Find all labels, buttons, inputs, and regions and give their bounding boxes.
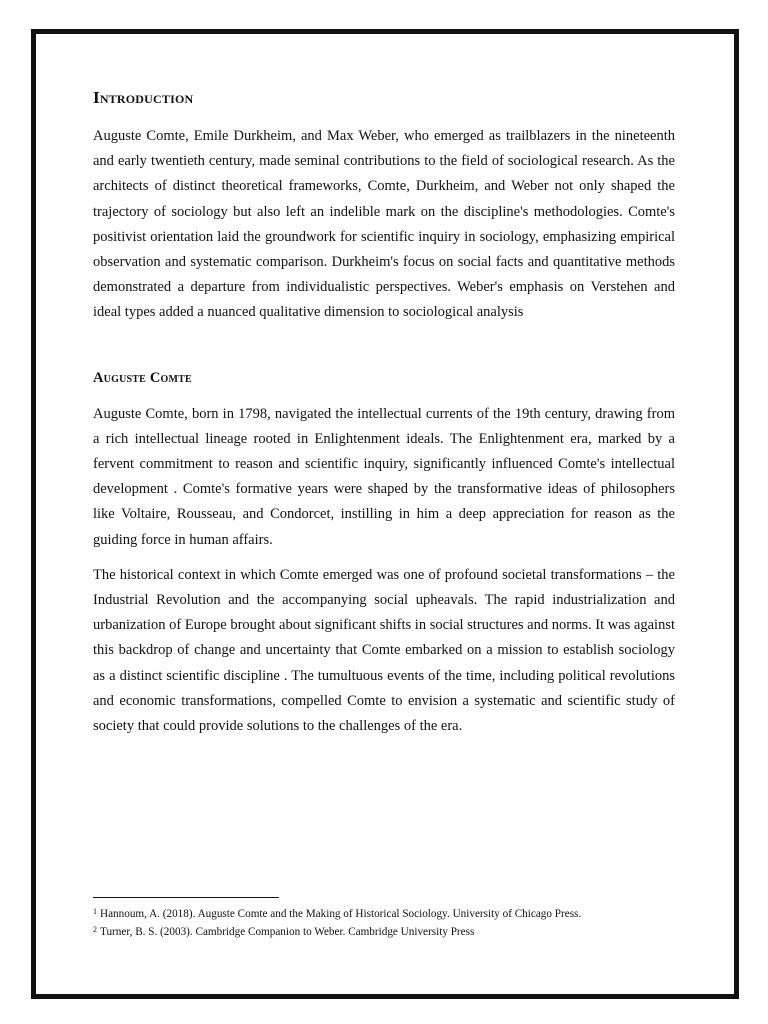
- comte-paragraph-1: Auguste Comte, born in 1798, navigated the intellectual currents of the 19th century, drawing from a rich intellectual lineage rooted in Enlightenment ideals. The Enlightenment era, marked by a fervent commitment to reason and scientific inquiry, significantly influenced Comte's intellectual development . Comte's formative years were shaped by the transformative ideas of philosophers like Voltaire, Rousseau, and Condorcet, instilling in him a deep appreciation for reason as the guiding force in human affairs.: [93, 405, 675, 548]
- footnote-separator: [93, 897, 279, 898]
- introduction-paragraph: Auguste Comte, Emile Durkheim, and Max Weber, who emerged as trailblazers in the nineteenth and early twentieth century, made seminal contributions to the field of sociological research. As the architects of distinct theoretical frameworks, Comte, Durkheim, and Weber not only shaped the trajectory of sociology but also left an indelible mark on the discipline's methodologies. Comte's positivist orientation laid the groundwork for scientific inquiry in sociology, emphasizing empirical observation and systematic comparison. Durkheim's focus on social facts and quantitative methods demonstrated a departure from individualistic perspectives. Weber's emphasis on Verstehen and ideal types added a nuanced qualitative dimension to sociological analysis: [93, 128, 675, 321]
- section-heading-auguste-comte: Auguste Comte: [93, 369, 192, 386]
- page-content: [93, 84, 675, 749]
- footnotes: [93, 897, 675, 940]
- footnote-2: [93, 922, 675, 940]
- footnote-mark-1: 1: [93, 907, 97, 916]
- footnote-1: [93, 904, 675, 922]
- comte-paragraph-2: The historical context in which Comte emerged was one of profound societal transformations – the Industrial Revolution and the accompanying social upheavals. The rapid industrialization and urbanization of Europe brought about significant shifts in social structures and norms. It was against this backdrop of change and uncertainty that Comte embarked on a mission to establish sociology as a distinct scientific discipline . The tumultuous events of the time, including political revolutions and economic transformations, compelled Comte to envision a systematic and scientific study of society that could provide solutions to the challenges of the era.: [93, 566, 675, 735]
- footnote-text-1: Hannoum, A. (2018). Auguste Comte and the Making of Historical Sociology. University of Chicago Press.: [100, 908, 582, 920]
- footnote-mark-2: 2: [93, 925, 97, 934]
- section-heading-introduction: Introduction: [93, 88, 194, 107]
- footnote-text-2: Turner, B. S. (2003). Cambridge Companion to Weber. Cambridge University Press: [100, 926, 475, 938]
